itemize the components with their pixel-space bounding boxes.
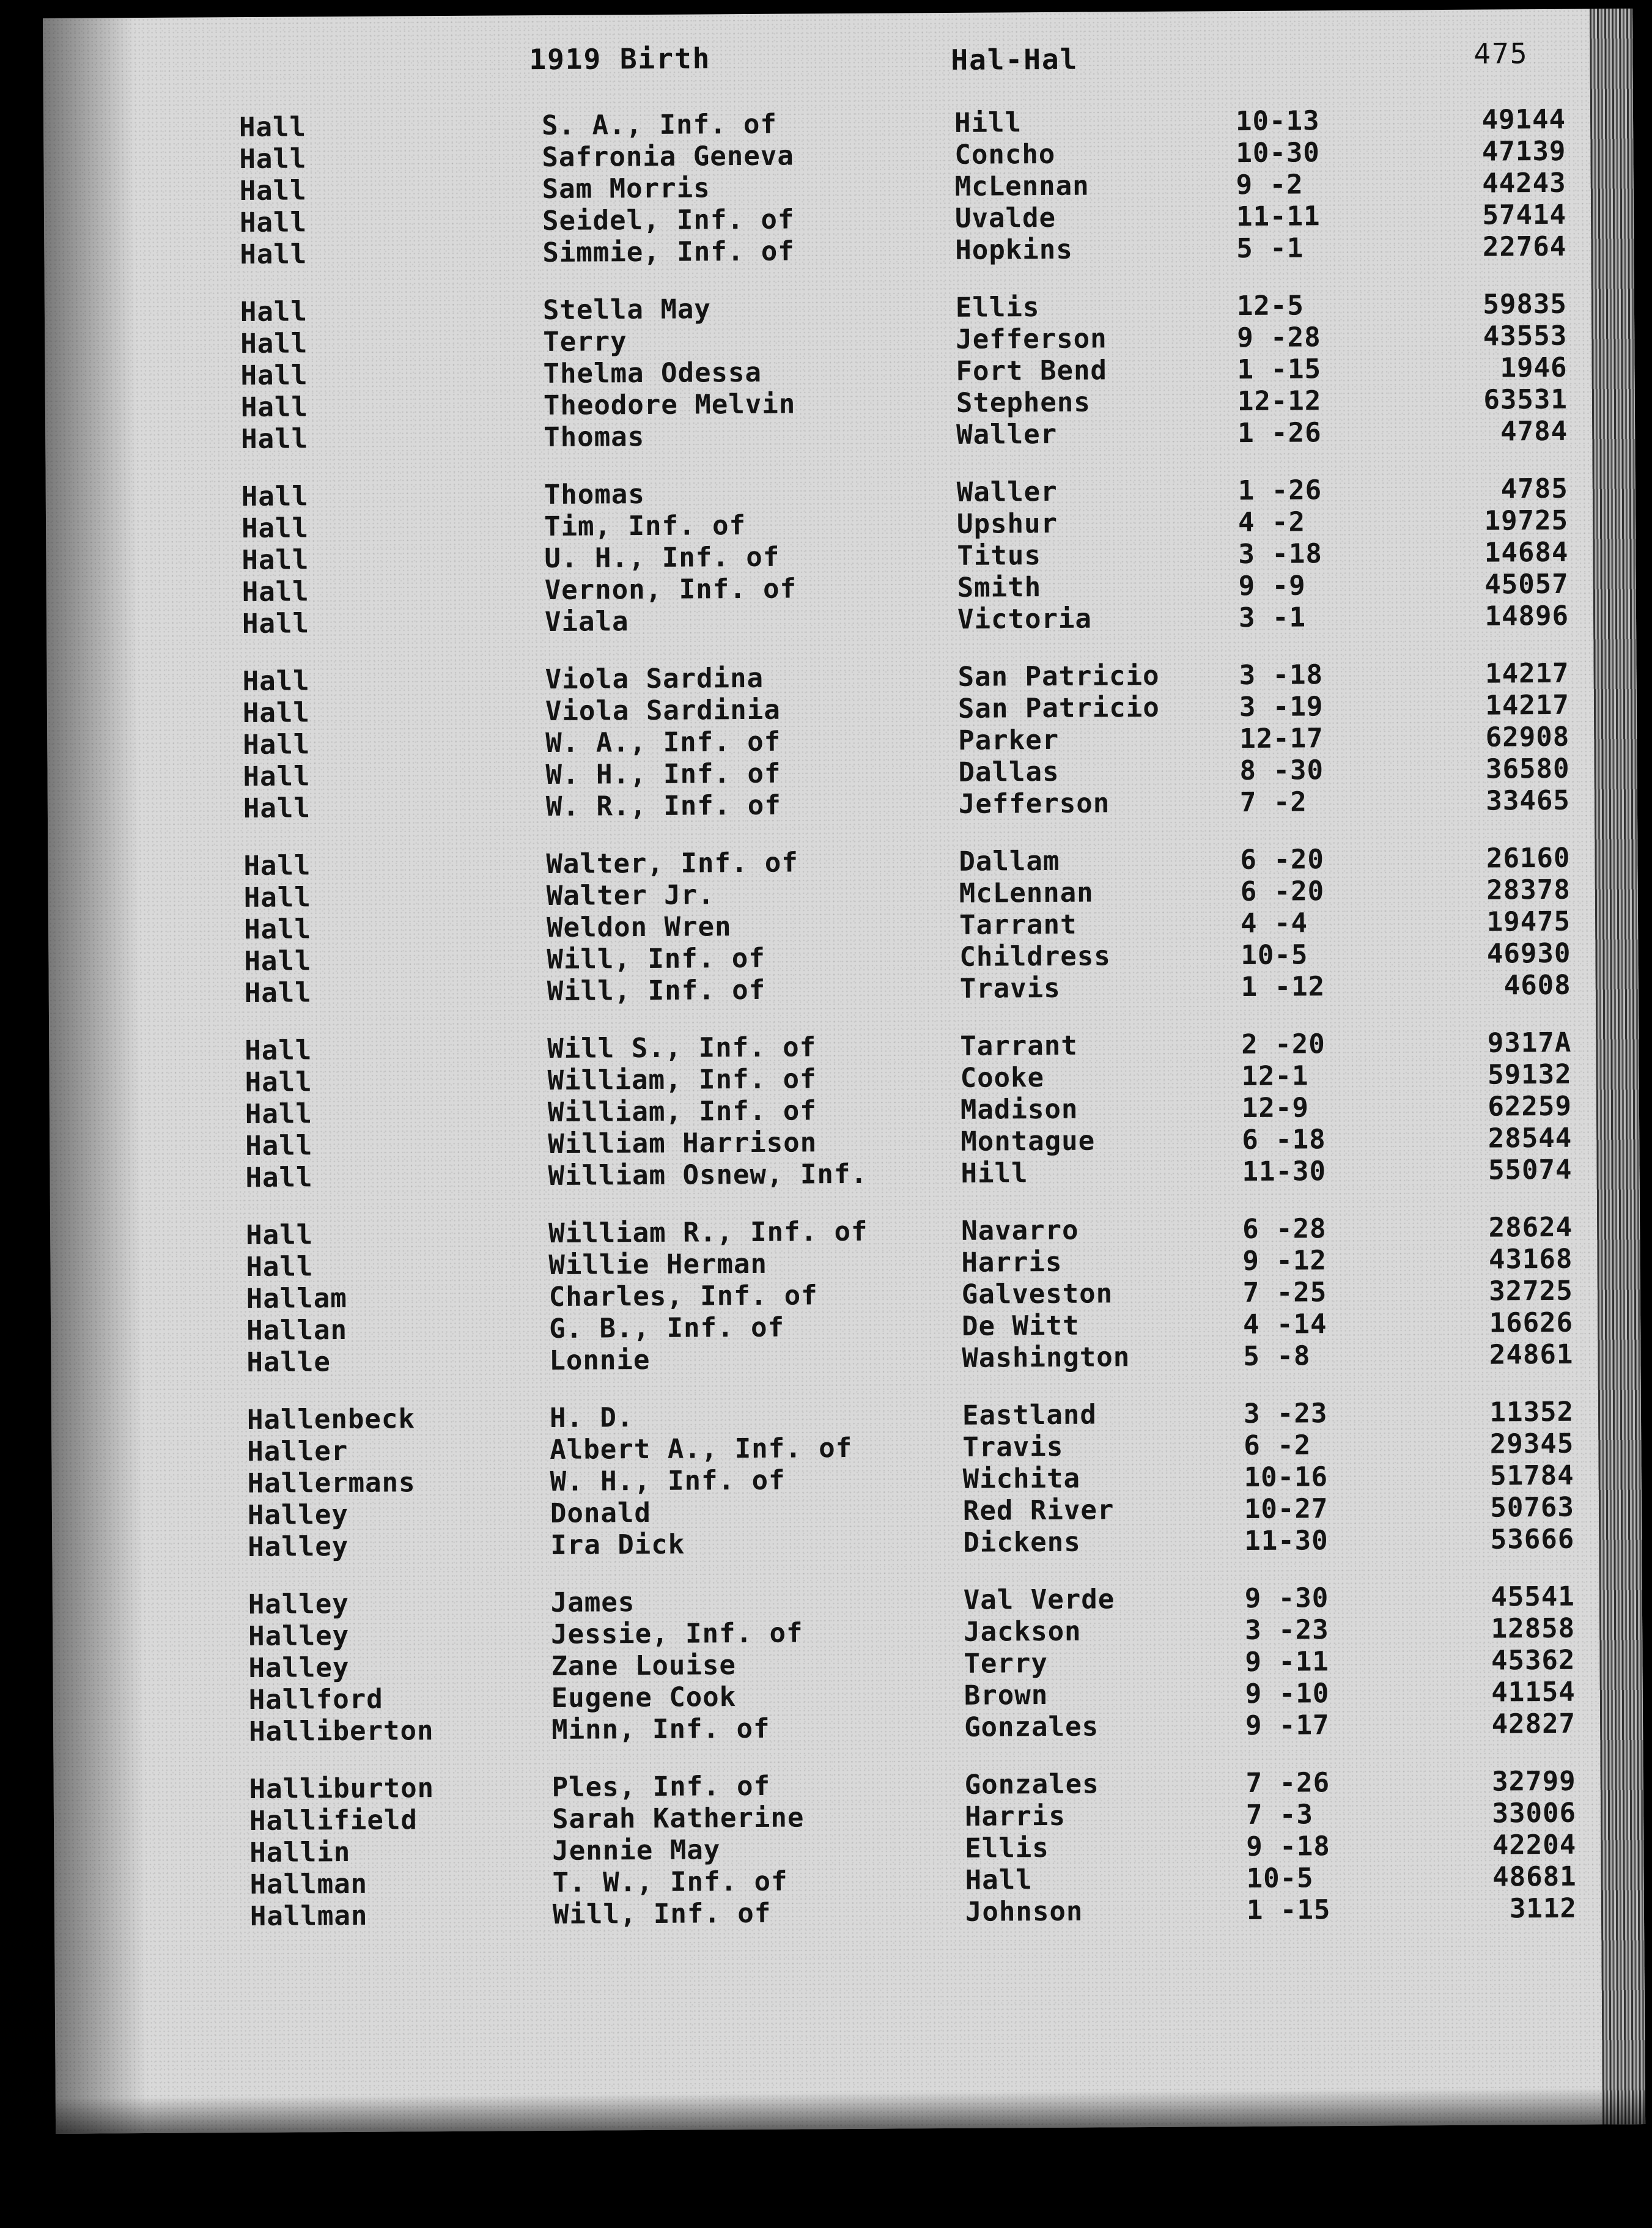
given-name-cell: W. R., Inf. of bbox=[545, 789, 781, 822]
county-cell: Hill bbox=[954, 107, 1022, 139]
given-name-cell: Thomas bbox=[544, 421, 645, 454]
county-cell: Johnson bbox=[965, 1895, 1083, 1928]
surname-cell: Hall bbox=[242, 665, 310, 698]
certificate-number-cell: 1946 bbox=[1500, 352, 1568, 384]
certificate-number-cell: 47139 bbox=[1481, 135, 1566, 168]
county-cell: Hopkins bbox=[955, 234, 1073, 266]
given-name-cell: H. D. bbox=[549, 1402, 634, 1434]
date-cell: 9 -28 bbox=[1237, 322, 1321, 354]
county-cell: Fort Bend bbox=[956, 355, 1108, 387]
date-cell: 3 -1 bbox=[1238, 602, 1307, 634]
date-cell: 9 -30 bbox=[1244, 1582, 1329, 1615]
certificate-number-cell: 22764 bbox=[1482, 231, 1567, 263]
given-name-cell: William Osnew, Inf. bbox=[548, 1158, 868, 1192]
given-name-cell: Walter, Inf. of bbox=[546, 847, 798, 880]
index-title: 1919 Birth bbox=[529, 42, 711, 76]
given-name-cell: Stella May bbox=[542, 293, 711, 326]
date-cell: 11-30 bbox=[1244, 1525, 1329, 1557]
certificate-number-cell: 41154 bbox=[1491, 1676, 1576, 1708]
certificate-number-cell: 51784 bbox=[1489, 1459, 1574, 1492]
county-cell: Concho bbox=[954, 138, 1056, 171]
date-cell: 10-30 bbox=[1236, 137, 1320, 169]
certificate-number-cell: 59132 bbox=[1487, 1058, 1572, 1091]
date-cell: 9 -11 bbox=[1245, 1646, 1330, 1678]
county-cell: Jefferson bbox=[956, 323, 1107, 355]
date-cell: 6 -20 bbox=[1240, 844, 1325, 876]
county-cell: Tarrant bbox=[959, 909, 1077, 941]
surname-cell: Hall bbox=[240, 296, 308, 328]
date-cell: 1 -15 bbox=[1237, 353, 1322, 386]
date-cell: 3 -18 bbox=[1239, 659, 1324, 692]
county-cell: Jefferson bbox=[958, 788, 1110, 820]
county-cell: McLennan bbox=[959, 877, 1094, 909]
county-cell: Hall bbox=[965, 1864, 1033, 1896]
county-cell: McLennan bbox=[954, 170, 1090, 202]
given-name-cell: William, Inf. of bbox=[547, 1095, 817, 1128]
date-cell: 9 -9 bbox=[1238, 570, 1306, 602]
date-cell: 10-13 bbox=[1235, 105, 1320, 138]
certificate-number-cell: 32725 bbox=[1489, 1275, 1573, 1307]
surname-cell: Hall bbox=[245, 1035, 312, 1067]
certificate-number-cell: 42204 bbox=[1492, 1829, 1577, 1861]
given-name-cell: Charles, Inf. of bbox=[548, 1280, 818, 1313]
county-cell: Gonzales bbox=[964, 1711, 1099, 1743]
surname-cell: Hall bbox=[242, 697, 311, 729]
county-cell: Waller bbox=[956, 476, 1058, 508]
date-cell: 6 -28 bbox=[1242, 1213, 1327, 1245]
given-name-cell: James bbox=[550, 1587, 635, 1618]
certificate-number-cell: 36580 bbox=[1485, 753, 1570, 785]
certificate-number-cell: 44243 bbox=[1482, 167, 1566, 199]
certificate-number-cell: 3112 bbox=[1509, 1892, 1577, 1925]
date-cell: 9 -18 bbox=[1246, 1831, 1330, 1863]
county-cell: Parker bbox=[958, 724, 1060, 756]
given-name-cell: Viola Sardinia bbox=[545, 694, 781, 727]
certificate-number-cell: 43168 bbox=[1488, 1243, 1573, 1275]
date-cell: 6 -2 bbox=[1244, 1429, 1311, 1462]
given-name-cell: Walter Jr. bbox=[546, 879, 715, 912]
date-cell: 3 -23 bbox=[1244, 1614, 1329, 1647]
given-name-cell: U. H., Inf. of bbox=[544, 541, 780, 575]
county-cell: San Patricio bbox=[957, 660, 1160, 693]
certificate-number-cell: 4785 bbox=[1500, 473, 1568, 505]
surname-cell: Hallman bbox=[249, 1900, 368, 1932]
county-cell: Ellis bbox=[965, 1832, 1049, 1864]
county-cell: Eastland bbox=[962, 1399, 1097, 1431]
surname-cell: Hall bbox=[240, 328, 308, 360]
county-cell: Red River bbox=[962, 1494, 1115, 1527]
surname-cell: Halley bbox=[248, 1530, 349, 1563]
county-cell: Victoria bbox=[957, 603, 1093, 635]
surname-cell: Hallifield bbox=[249, 1804, 418, 1837]
county-cell: Ellis bbox=[955, 292, 1040, 323]
given-name-cell: W. H., Inf. of bbox=[550, 1464, 786, 1497]
certificate-number-cell: 11352 bbox=[1489, 1396, 1574, 1428]
given-name-cell: W. A., Inf. of bbox=[545, 726, 781, 759]
certificate-number-cell: 55074 bbox=[1488, 1154, 1573, 1186]
county-cell: Terry bbox=[964, 1648, 1049, 1680]
date-cell: 1 -15 bbox=[1246, 1894, 1331, 1927]
date-cell: 12-9 bbox=[1241, 1092, 1310, 1124]
date-cell: 7 -26 bbox=[1245, 1767, 1330, 1799]
date-cell: 6 -18 bbox=[1242, 1124, 1326, 1156]
certificate-number-cell: 42827 bbox=[1491, 1708, 1576, 1740]
given-name-cell: William R., Inf. of bbox=[548, 1215, 868, 1249]
surname-cell: Hall bbox=[243, 850, 311, 882]
certificate-number-cell: 4608 bbox=[1503, 969, 1571, 1001]
given-name-cell: S. A., Inf. of bbox=[541, 108, 778, 142]
date-cell: 9 -10 bbox=[1245, 1678, 1330, 1710]
given-name-cell: Theodore Melvin bbox=[543, 388, 796, 422]
date-cell: 10-27 bbox=[1244, 1493, 1329, 1525]
date-cell: 4 -2 bbox=[1237, 506, 1306, 539]
county-cell: Navarro bbox=[961, 1214, 1079, 1247]
given-name-cell: Tim, Inf. of bbox=[544, 509, 747, 543]
certificate-number-cell: 14896 bbox=[1484, 600, 1569, 632]
certificate-number-cell: 62908 bbox=[1485, 721, 1570, 753]
county-cell: Madison bbox=[960, 1093, 1079, 1126]
date-cell: 9 -12 bbox=[1242, 1245, 1327, 1277]
county-cell: Montague bbox=[961, 1125, 1096, 1157]
date-cell: 5 -1 bbox=[1236, 232, 1304, 265]
certificate-number-cell: 9317A bbox=[1487, 1027, 1572, 1059]
surname-cell: Hall bbox=[239, 143, 307, 175]
surname-cell: Hall bbox=[241, 512, 309, 545]
date-cell: 7 -25 bbox=[1242, 1277, 1327, 1309]
surname-cell: Hall bbox=[246, 1219, 314, 1252]
given-name-cell: Minn, Inf. of bbox=[551, 1713, 770, 1746]
given-name-cell: Will, Inf. of bbox=[547, 942, 765, 975]
surname-cell: Halley bbox=[247, 1499, 349, 1531]
surname-cell: Halley bbox=[248, 1651, 350, 1684]
given-name-cell: Weldon Wren bbox=[546, 911, 732, 943]
date-cell: 10-5 bbox=[1246, 1862, 1314, 1895]
given-name-cell: Viala bbox=[544, 606, 629, 638]
date-cell: 12-5 bbox=[1236, 290, 1305, 322]
certificate-number-cell: 45362 bbox=[1491, 1644, 1576, 1677]
given-name-cell: Donald bbox=[550, 1497, 652, 1529]
surname-cell: Hall bbox=[240, 238, 308, 271]
surname-cell: Haller bbox=[247, 1435, 348, 1468]
surname-cell: Hallin bbox=[249, 1836, 351, 1868]
surname-cell: Hall bbox=[245, 1130, 313, 1162]
county-cell: Smith bbox=[957, 572, 1042, 603]
certificate-number-cell: 12858 bbox=[1491, 1612, 1576, 1645]
surname-cell: Hall bbox=[239, 175, 307, 207]
county-cell: San Patricio bbox=[957, 692, 1160, 725]
county-cell: Galveston bbox=[961, 1278, 1113, 1310]
county-cell: Dallam bbox=[959, 845, 1060, 877]
date-cell: 4 -4 bbox=[1240, 907, 1308, 940]
surname-cell: Halle bbox=[246, 1346, 331, 1379]
surname-cell: Hallan bbox=[246, 1314, 348, 1347]
certificate-number-cell: 59835 bbox=[1483, 288, 1568, 320]
given-name-cell: William, Inf. of bbox=[547, 1063, 817, 1096]
certificate-number-cell: 28378 bbox=[1486, 874, 1571, 906]
date-cell: 1 -26 bbox=[1237, 474, 1322, 507]
given-name-cell: Willie Herman bbox=[548, 1248, 767, 1281]
given-name-cell: Terry bbox=[543, 326, 627, 358]
surname-cell: Hall bbox=[240, 391, 309, 424]
county-cell: Titus bbox=[957, 540, 1042, 572]
surname-cell: Hall bbox=[246, 1251, 314, 1283]
given-name-cell: Eugene Cook bbox=[551, 1681, 737, 1714]
county-cell: Dallas bbox=[958, 756, 1060, 788]
given-name-cell: William Harrison bbox=[548, 1127, 817, 1160]
date-cell: 11-11 bbox=[1236, 201, 1321, 233]
given-name-cell: Ira Dick bbox=[550, 1529, 685, 1561]
certificate-number-cell: 24861 bbox=[1489, 1338, 1574, 1371]
certificate-number-cell: 49144 bbox=[1481, 103, 1566, 136]
certificate-number-cell: 33465 bbox=[1486, 784, 1571, 817]
surname-cell: Hall bbox=[244, 977, 312, 1009]
surname-cell: Halley bbox=[248, 1588, 349, 1620]
certificate-number-cell: 19475 bbox=[1486, 906, 1571, 938]
date-cell: 7 -3 bbox=[1245, 1799, 1314, 1831]
given-name-cell: Safronia Geneva bbox=[542, 140, 794, 174]
county-cell: Washington bbox=[962, 1341, 1130, 1374]
given-name-cell: Thelma Odessa bbox=[543, 356, 762, 390]
certificate-number-cell: 33006 bbox=[1492, 1797, 1577, 1829]
date-cell: 12-12 bbox=[1237, 385, 1322, 418]
certificate-number-cell: 53666 bbox=[1490, 1523, 1575, 1555]
given-name-cell: Simmie, Inf. of bbox=[542, 235, 795, 269]
surname-cell: Hallman bbox=[249, 1868, 368, 1900]
date-cell: 3 -18 bbox=[1238, 538, 1322, 570]
certificate-number-cell: 26160 bbox=[1486, 842, 1571, 874]
certificate-number-cell: 63531 bbox=[1483, 383, 1568, 416]
certificate-number-cell: 46930 bbox=[1486, 937, 1571, 970]
certificate-number-cell: 32799 bbox=[1492, 1765, 1576, 1798]
surname-cell: Halley bbox=[248, 1620, 350, 1652]
surname-cell: Halliburton bbox=[249, 1772, 435, 1805]
date-cell: 1 -26 bbox=[1237, 417, 1322, 449]
surname-cell: Halliberton bbox=[248, 1715, 434, 1747]
county-cell: Uvalde bbox=[954, 202, 1056, 234]
certificate-number-cell: 19725 bbox=[1484, 504, 1569, 537]
given-name-cell: G. B., Inf. of bbox=[548, 1311, 785, 1345]
date-cell: 1 -12 bbox=[1241, 971, 1326, 1003]
date-cell: 10-16 bbox=[1244, 1461, 1329, 1494]
certificate-number-cell: 16626 bbox=[1489, 1307, 1574, 1339]
date-cell: 8 -30 bbox=[1239, 754, 1324, 787]
certificate-number-cell: 28544 bbox=[1488, 1122, 1573, 1154]
date-cell: 6 -20 bbox=[1240, 876, 1325, 908]
surname-cell: Hallford bbox=[248, 1683, 383, 1716]
surname-cell: Hall bbox=[243, 761, 311, 793]
county-cell: Cooke bbox=[960, 1062, 1045, 1094]
county-cell: Travis bbox=[962, 1431, 1064, 1463]
surname-cell: Hallam bbox=[246, 1282, 347, 1315]
county-cell: Stephens bbox=[956, 386, 1091, 419]
certificate-number-cell: 14684 bbox=[1484, 536, 1569, 569]
county-cell: Gonzales bbox=[964, 1768, 1099, 1801]
given-name-cell: Will S., Inf. of bbox=[547, 1031, 817, 1064]
certificate-number-cell: 48681 bbox=[1492, 1861, 1577, 1893]
surname-cell: Hall bbox=[239, 207, 308, 239]
county-cell: Val Verde bbox=[963, 1584, 1115, 1616]
surname-cell: Hall bbox=[243, 792, 311, 825]
certificate-number-cell: 50763 bbox=[1490, 1491, 1575, 1524]
county-cell: Brown bbox=[964, 1680, 1049, 1711]
certificate-number-cell: 29345 bbox=[1489, 1428, 1574, 1460]
page-number: 475 bbox=[1473, 37, 1528, 70]
given-name-cell: Sam Morris bbox=[542, 172, 710, 205]
county-cell: Travis bbox=[959, 972, 1061, 1005]
date-cell: 9 -17 bbox=[1245, 1710, 1330, 1742]
given-name-cell: Zane Louise bbox=[551, 1650, 737, 1682]
date-cell: 12-1 bbox=[1241, 1060, 1309, 1093]
certificate-number-cell: 45541 bbox=[1491, 1581, 1575, 1613]
certificate-number-cell: 62259 bbox=[1488, 1090, 1573, 1123]
county-cell: De Witt bbox=[961, 1310, 1080, 1342]
given-name-cell: Albert A., Inf. of bbox=[550, 1432, 853, 1466]
date-cell: 3 -23 bbox=[1243, 1398, 1328, 1430]
county-cell: Tarrant bbox=[960, 1030, 1078, 1062]
surname-cell: Hall bbox=[245, 1066, 312, 1099]
surname-cell: Hall bbox=[238, 111, 307, 144]
certificate-number-cell: 14217 bbox=[1485, 689, 1570, 721]
given-name-cell: Lonnie bbox=[549, 1344, 651, 1376]
certificate-number-cell: 14217 bbox=[1484, 657, 1569, 690]
county-cell: Harris bbox=[961, 1246, 1063, 1278]
surname-cell: Hall bbox=[240, 360, 308, 392]
given-name-cell: W. H., Inf. of bbox=[545, 758, 781, 791]
given-name-cell: Ples, Inf. of bbox=[551, 1770, 771, 1803]
date-cell: 4 -14 bbox=[1242, 1308, 1327, 1341]
date-cell: 2 -20 bbox=[1241, 1028, 1326, 1061]
given-name-cell: Jennie May bbox=[552, 1834, 721, 1867]
date-cell: 9 -2 bbox=[1236, 169, 1304, 201]
date-cell: 5 -8 bbox=[1243, 1340, 1311, 1373]
county-cell: Wichita bbox=[962, 1463, 1081, 1495]
name-range: Hal-Hal bbox=[951, 42, 1079, 76]
date-cell: 12-17 bbox=[1239, 723, 1324, 755]
given-name-cell: Will, Inf. of bbox=[552, 1897, 772, 1930]
county-cell: Hill bbox=[961, 1157, 1028, 1189]
surname-cell: Hall bbox=[245, 1098, 313, 1131]
certificate-number-cell: 43553 bbox=[1483, 320, 1568, 352]
certificate-number-cell: 28624 bbox=[1488, 1211, 1573, 1244]
certificate-number-cell: 57414 bbox=[1482, 199, 1567, 231]
surname-cell: Hallenbeck bbox=[246, 1403, 416, 1436]
index-sheet bbox=[43, 9, 1645, 2134]
county-cell: Harris bbox=[964, 1800, 1066, 1832]
county-cell: Childress bbox=[959, 940, 1111, 973]
county-cell: Dickens bbox=[963, 1526, 1081, 1558]
date-cell: 7 -2 bbox=[1239, 786, 1307, 819]
county-cell: Waller bbox=[956, 418, 1058, 451]
given-name-cell: Vernon, Inf. of bbox=[544, 573, 797, 607]
surname-cell: Hall bbox=[244, 945, 312, 978]
surname-cell: Hall bbox=[242, 608, 310, 640]
surname-cell: Hall bbox=[241, 481, 309, 513]
certificate-number-cell: 45057 bbox=[1484, 568, 1569, 600]
surname-cell: Hall bbox=[242, 544, 309, 577]
date-cell: 3 -19 bbox=[1239, 691, 1324, 723]
surname-cell: Hallermans bbox=[247, 1467, 416, 1499]
given-name-cell: Thomas bbox=[544, 478, 645, 511]
given-name-cell: Seidel, Inf. of bbox=[542, 204, 795, 237]
given-name-cell: Sarah Katherine bbox=[551, 1802, 805, 1835]
surname-cell: Hall bbox=[243, 913, 312, 946]
certificate-number-cell: 4784 bbox=[1500, 415, 1568, 448]
county-cell: Jackson bbox=[963, 1615, 1082, 1648]
birth-index-table bbox=[43, 9, 1645, 2134]
given-name-cell: T. W., Inf. of bbox=[552, 1865, 788, 1898]
given-name-cell: Will, Inf. of bbox=[547, 974, 766, 1007]
surname-cell: Hall bbox=[242, 576, 309, 608]
surname-cell: Hall bbox=[243, 729, 311, 761]
date-cell: 10-5 bbox=[1241, 939, 1308, 972]
date-cell: 11-30 bbox=[1242, 1156, 1327, 1188]
surname-cell: Hall bbox=[241, 423, 309, 456]
given-name-cell: Viola Sardina bbox=[545, 662, 764, 696]
county-cell: Upshur bbox=[956, 507, 1058, 540]
given-name-cell: Jessie, Inf. of bbox=[551, 1617, 803, 1650]
surname-cell: Hall bbox=[245, 1162, 313, 1194]
surname-cell: Hall bbox=[243, 882, 311, 914]
